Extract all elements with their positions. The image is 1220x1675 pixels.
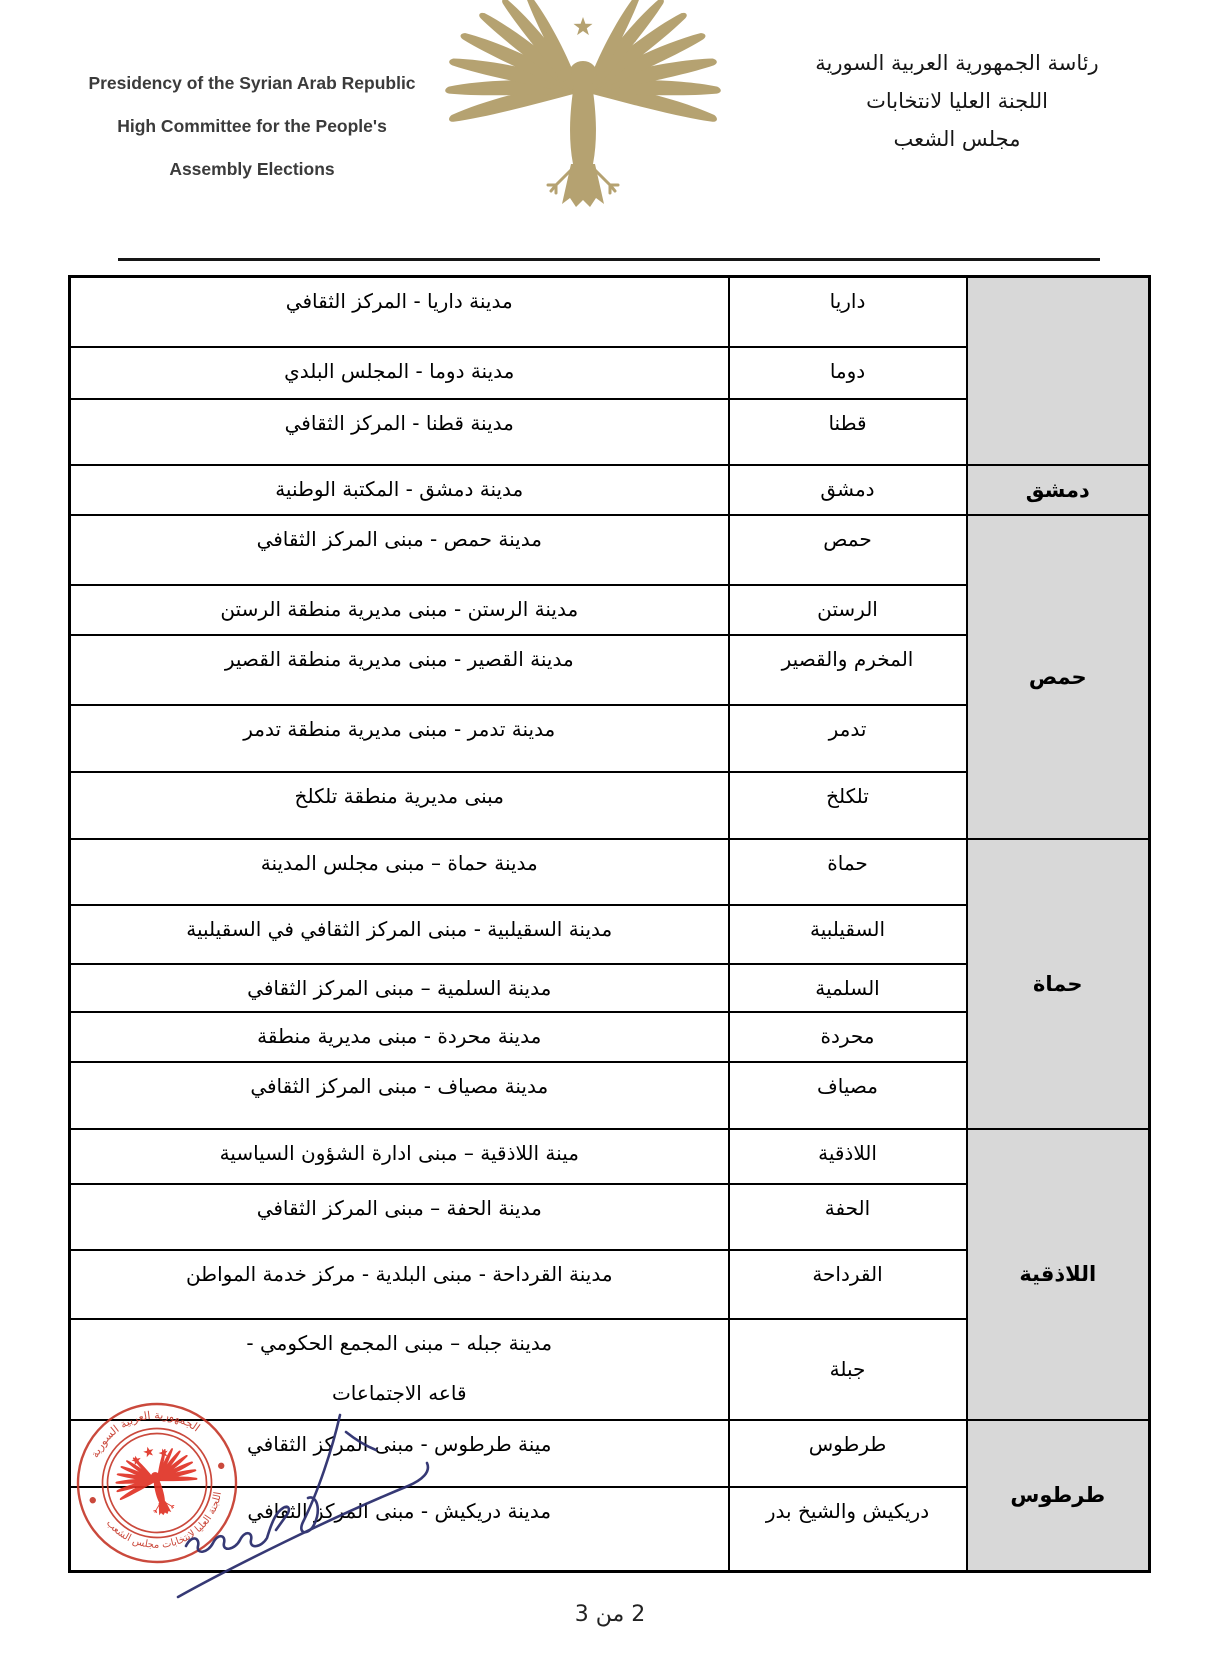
city-cell: الرستن bbox=[729, 585, 967, 635]
city-cell: القرداحة bbox=[729, 1250, 967, 1319]
city-cell: مصياف bbox=[729, 1062, 967, 1129]
state-eagle-logo bbox=[433, 0, 733, 215]
location-line: قاعه الاجتماعات bbox=[331, 1380, 467, 1405]
table-row bbox=[70, 839, 1150, 905]
governorate-cell: اللاذقية bbox=[967, 1129, 1150, 1420]
city-cell: جبلة bbox=[729, 1319, 967, 1420]
governorate-cell bbox=[967, 277, 1150, 465]
city-cell: المخرم والقصير bbox=[729, 635, 967, 705]
table-row bbox=[70, 515, 1150, 585]
table-row bbox=[70, 1129, 1150, 1184]
location-cell: مينة اللاذقية – مبنى ادارة الشؤون السياسية bbox=[70, 1129, 729, 1184]
location-cell: مدينة حماة – مبنى مجلس المدينة bbox=[70, 839, 729, 905]
location-cell: مدينة حمص - مبنى المركز الثقافي bbox=[70, 515, 729, 585]
location-cell: مدينة القصير - مبنى مديرية منطقة القصير bbox=[70, 635, 729, 705]
governorate-cell: حمص bbox=[967, 515, 1150, 839]
location-cell: مدينة الرستن - مبنى مديرية منطقة الرستن bbox=[70, 585, 729, 635]
city-cell: تلكلخ bbox=[729, 772, 967, 839]
location-cell: مدينة دوما - المجلس البلدي bbox=[70, 347, 729, 399]
city-cell: دمشق bbox=[729, 465, 967, 515]
location-cell: مدينة قطنا - المركز الثقافي bbox=[70, 399, 729, 465]
city-cell: اللاذقية bbox=[729, 1129, 967, 1184]
header-divider bbox=[118, 258, 1100, 261]
stamp-ring-text-bottom: اللجنة العليا لانتخابات مجلس الشعب bbox=[103, 1491, 224, 1551]
city-cell: حماة bbox=[729, 839, 967, 905]
page-number: 2 من 3 bbox=[574, 1602, 646, 1627]
location-cell: مبنى مديرية منطقة تلكلخ bbox=[70, 772, 729, 839]
location-cell: مدينة دمشق - المكتبة الوطنية bbox=[70, 465, 729, 515]
location-cell: مدينة السلمية – مبنى المركز الثقافي bbox=[70, 964, 729, 1012]
header-arabic-line: اللجنة العليا لانتخابات bbox=[866, 89, 1048, 113]
location-cell: مدينة تدمر - مبنى مديرية منطقة تدمر bbox=[70, 705, 729, 772]
table-row bbox=[70, 465, 1150, 515]
city-cell: دريكيش والشيخ بدر bbox=[729, 1487, 967, 1572]
stamp-ring-text-top: الجمهورية العربية السورية bbox=[88, 1408, 203, 1460]
header-english-line: Assembly Elections bbox=[169, 159, 335, 179]
eagle-icon bbox=[445, 0, 721, 207]
header-arabic bbox=[758, 44, 1156, 158]
location-cell: مدينة مصياف - مبنى المركز الثقافي bbox=[70, 1062, 729, 1129]
city-cell: السقيلبية bbox=[729, 905, 967, 964]
header-english-line: High Committee for the People's bbox=[117, 116, 387, 136]
star-icon bbox=[574, 17, 593, 35]
governorate-cell: حماة bbox=[967, 839, 1150, 1129]
header-english bbox=[60, 62, 444, 191]
city-cell: قطنا bbox=[729, 399, 967, 465]
city-cell: دوما bbox=[729, 347, 967, 399]
signature-ink bbox=[150, 1400, 470, 1610]
city-cell: السلمية bbox=[729, 964, 967, 1012]
location-cell: مدينة محردة - مبنى مديرية منطقة bbox=[70, 1012, 729, 1062]
header-arabic-line: رئاسة الجمهورية العربية السورية bbox=[815, 51, 1099, 75]
location-cell: مدينة القرداحة - مبنى البلدية - مركز خدمة المواطن bbox=[70, 1250, 729, 1319]
location-cell: مدينة السقيلبية - مبنى المركز الثقافي في السقيلبية bbox=[70, 905, 729, 964]
stamp-dot-icon bbox=[89, 1496, 97, 1504]
location-cell: مدينة داريا - المركز الثقافي bbox=[70, 277, 729, 347]
city-cell: تدمر bbox=[729, 705, 967, 772]
header-arabic-line: مجلس الشعب bbox=[893, 127, 1021, 151]
city-cell: محردة bbox=[729, 1012, 967, 1062]
governorate-cell: دمشق bbox=[967, 465, 1150, 515]
table-row bbox=[70, 277, 1150, 347]
governorate-cell: طرطوس bbox=[967, 1420, 1150, 1572]
location-cell: مدينة الحفة – مبنى المركز الثقافي bbox=[70, 1184, 729, 1250]
location-cell: مينة طرطوس - مبنى المركز الثقافي bbox=[70, 1420, 729, 1487]
header-english-line: Presidency of the Syrian Arab Republic bbox=[88, 73, 416, 93]
city-cell: الحفة bbox=[729, 1184, 967, 1250]
city-cell: حمص bbox=[729, 515, 967, 585]
city-cell: داريا bbox=[729, 277, 967, 347]
city-cell: طرطوس bbox=[729, 1420, 967, 1487]
location-line: مدينة جبله – مبنى المجمع الحكومي - bbox=[246, 1330, 553, 1355]
location-cell: مدينة دريكيش - مبنى المركز الثقافي bbox=[70, 1487, 729, 1572]
